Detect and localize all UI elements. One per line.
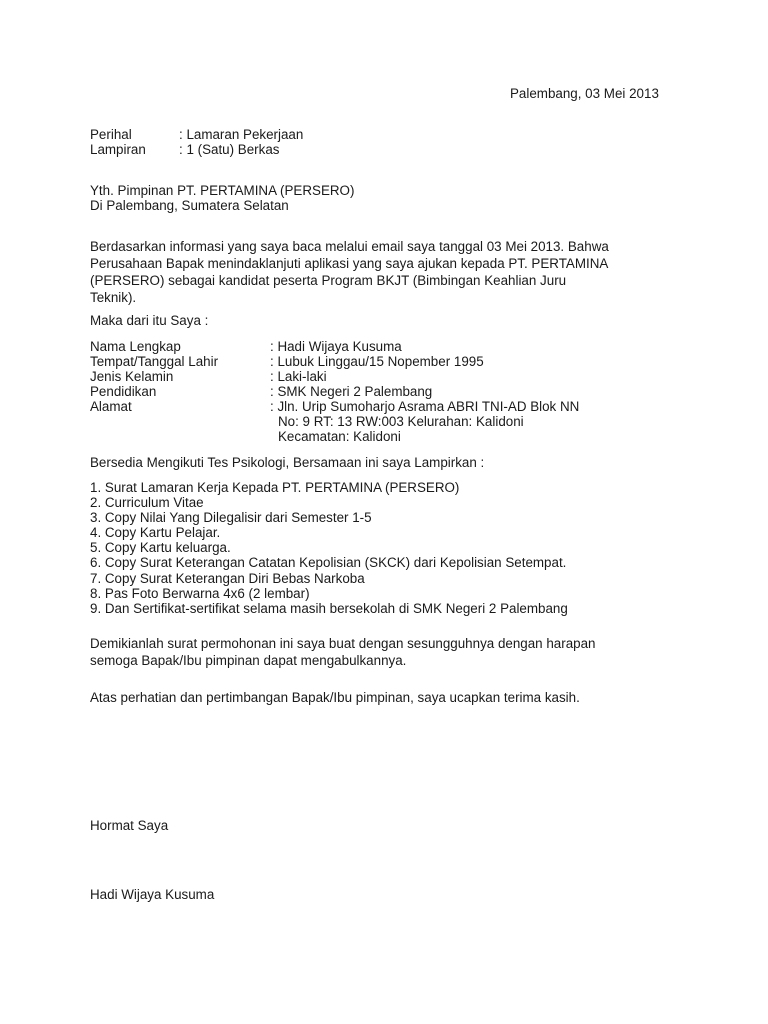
list-item: 2. Curriculum Vitae [90,495,204,511]
addressee-block [90,183,354,213]
identity-key: Alamat [90,399,132,414]
meta-key: Lampiran [90,142,146,157]
meta-value: : Lamaran Pekerjaan [179,127,304,142]
identity-value: : SMK Negeri 2 Palembang [270,384,433,399]
list-item: 6. Copy Surat Keterangan Catatan Kepolisian (SKCK) dari Kepolisian Setempat. [90,555,567,571]
identity-row-birth [90,354,579,369]
list-item: 8. Pas Foto Berwarna 4x6 (2 lembar) [90,585,310,601]
identity-key: Pendidikan [90,384,157,399]
meta-value: : 1 (Satu) Berkas [179,142,280,157]
letter-meta [90,127,303,157]
list-item: 3. Copy Nilai Yang Dilegalisir dari Semester 1-5 [90,510,372,526]
closing-paragraph [90,635,596,669]
identity-row-education [90,384,579,399]
intro-line: Berdasarkan informasi yang saya baca melalui email saya tanggal 03 Mei 2013. Bahwa [90,239,609,254]
identity-row-name [90,339,579,354]
attachments-list [90,480,568,616]
address-continuation: Kecamatan: Kalidoni [278,429,401,444]
identity-key: Tempat/Tanggal Lahir [90,354,219,369]
identity-value: : Jln. Urip Sumoharjo Asrama ABRI TNI-AD Blok NN [270,399,580,414]
list-item: 5. Copy Kartu keluarga. [90,540,231,556]
attachments-intro: Bersedia Mengikuti Tes Psikologi, Bersamaan ini saya Lampirkan : [90,455,485,470]
meta-key: Perihal [90,127,132,142]
list-item: 1. Surat Lamaran Kerja Kepada PT. PERTAMINA (PERSERO) [90,480,460,495]
list-item: 4. Copy Kartu Pelajar. [90,525,221,541]
intro-line: Teknik). [90,290,137,305]
intro-line: (PERSERO) sebagai kandidat peserta Program BKJT (Bimbingan Keahlian Juru [90,273,567,288]
identity-row-address [90,399,579,414]
list-item: 9. Dan Sertifikat-sertifikat selama masih bersekolah di SMK Negeri 2 Palembang [90,600,568,616]
list-item: 7. Copy Surat Keterangan Diri Bebas Narkoba [90,570,365,586]
addressee-line: Di Palembang, Sumatera Selatan [90,198,289,213]
meta-row-lampiran [90,142,303,157]
signature-name: Hadi Wijaya Kusuma [90,887,215,902]
identity-key: Nama Lengkap [90,339,181,354]
identity-block [90,339,579,444]
letter-date: Palembang, 03 Mei 2013 [510,86,659,101]
meta-row-perihal [90,127,303,142]
identity-value: : Laki-laki [270,369,327,384]
identity-value: : Lubuk Linggau/15 Nopember 1995 [270,354,484,369]
closing-line: semoga Bapak/Ibu pimpinan dapat mengabulkannya. [90,653,407,668]
identity-value: : Hadi Wijaya Kusuma [270,339,402,354]
closing-line: Demikianlah surat permohonan ini saya buat dengan sesungguhnya dengan harapan [90,636,596,651]
intro-line: Perusahaan Bapak menindaklanjuti aplikasi yang saya ajukan kepada PT. PERTAMINA [90,256,609,271]
address-continuation: No: 9 RT: 13 RW:003 Kelurahan: Kalidoni [278,414,524,429]
closing-greeting: Hormat Saya [90,818,169,833]
intro-paragraph [90,238,690,306]
thanks-paragraph: Atas perhatian dan pertimbangan Bapak/Ibu pimpinan, saya ucapkan terima kasih. [90,690,580,705]
identity-row-gender [90,369,579,384]
addressee-line: Yth. Pimpinan PT. PERTAMINA (PERSERO) [90,183,355,198]
lead-text: Maka dari itu Saya : [90,313,209,328]
identity-key: Jenis Kelamin [90,369,174,384]
